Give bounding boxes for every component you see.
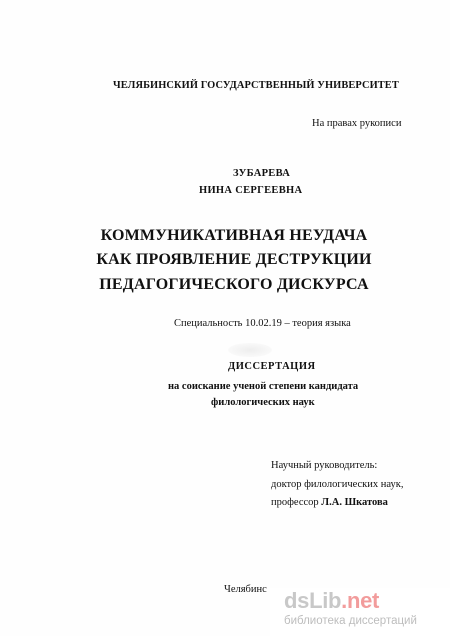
scan-smudge	[228, 343, 272, 357]
advisor-title: профессор	[271, 497, 319, 508]
university-name: ЧЕЛЯБИНСКИЙ ГОСУДАРСТВЕННЫЙ УНИВЕРСИТЕТ	[113, 80, 399, 91]
watermark-logo-suffix: .net	[341, 588, 380, 613]
city: Челябинс	[224, 584, 267, 595]
author-given-names: НИНА СЕРГЕЕВНА	[199, 185, 303, 196]
watermark	[270, 588, 450, 636]
degree-line-1: на соискание ученой степени кандидата	[168, 381, 359, 392]
advisor-name-line	[271, 498, 388, 509]
watermark-logo	[284, 590, 379, 612]
advisor-degree: доктор филологических наук,	[271, 479, 404, 490]
author-surname: ЗУБАРЕВА	[233, 168, 291, 179]
advisor-role: Научный руководитель:	[271, 460, 378, 471]
title-line-2: КАК ПРОЯВЛЕНИЕ ДЕСТРУКЦИИ	[96, 251, 372, 268]
specialty: Специальность 10.02.19 – теория языка	[174, 318, 351, 329]
document-type: ДИССЕРТАЦИЯ	[228, 361, 316, 372]
rights-note: На правах рукописи	[312, 118, 402, 129]
watermark-subtitle: библиотека диссертаций	[284, 615, 417, 627]
title-line-1: КОММУНИКАТИВНАЯ НЕУДАЧА	[100, 227, 368, 244]
title-line-3: ПЕДАГОГИЧЕСКОГО ДИСКУРСА	[99, 276, 369, 293]
advisor-name: Л.А. Шкатова	[321, 497, 388, 508]
degree-line-2: филологических наук	[211, 397, 315, 408]
watermark-logo-main: dsLib	[284, 588, 342, 613]
